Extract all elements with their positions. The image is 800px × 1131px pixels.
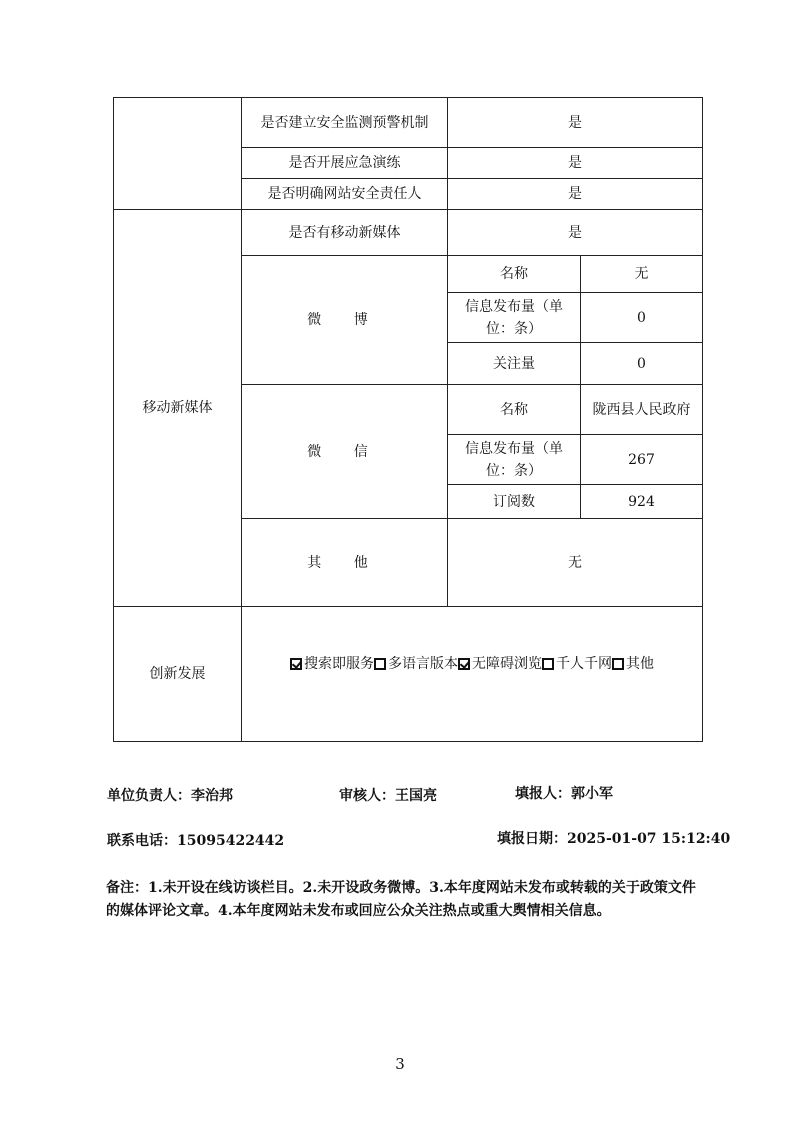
weibo-follow-value: 0 xyxy=(581,343,703,385)
new-media-section-label: 移动新媒体 xyxy=(114,210,242,607)
unit-head: 单位负责人：李治邦 xyxy=(107,788,233,804)
weixin-label: 微 信 xyxy=(242,385,448,519)
has-new-media-label: 是否有移动新媒体 xyxy=(242,210,448,256)
security-owner-value: 是 xyxy=(448,179,703,210)
weixin-name-value: 陇西县人民政府 xyxy=(581,385,703,435)
monitoring-label: 是否建立安全监测预警机制 xyxy=(242,98,448,148)
weixin-subs-value: 924 xyxy=(581,485,703,519)
unchecked-box-icon[interactable] xyxy=(374,658,386,670)
reviewer: 审核人：王国亮 xyxy=(339,788,437,804)
innovation-option[interactable]: 搜索即服务 xyxy=(290,656,374,672)
security-owner-label: 是否明确网站安全责任人 xyxy=(242,179,448,210)
security-section-cell xyxy=(114,98,242,210)
weibo-follow-label: 关注量 xyxy=(448,343,581,385)
filler: 填报人：郭小军 xyxy=(515,786,613,802)
weibo-posts-value: 0 xyxy=(581,293,703,343)
weibo-posts-label: 信息发布量（单位：条） xyxy=(448,293,581,343)
website-report-table xyxy=(113,97,703,742)
weixin-name-label: 名称 xyxy=(448,385,581,435)
page-number: 3 xyxy=(395,1055,405,1073)
innovation-option[interactable]: 多语言版本 xyxy=(374,656,458,672)
fill-date: 填报日期：2025-01-07 15:12:40 xyxy=(497,831,731,847)
has-new-media-value: 是 xyxy=(448,210,703,256)
monitoring-value: 是 xyxy=(448,98,703,148)
weixin-subs-label: 订阅数 xyxy=(448,485,581,519)
other-media-label: 其 他 xyxy=(242,519,448,607)
unchecked-box-icon[interactable] xyxy=(612,658,624,670)
innovation-option[interactable]: 其他 xyxy=(612,656,654,672)
remarks: 备注：1.未开设在线访谈栏目。2.未开设政务微博。3.本年度网站未发布或转载的关于政策文件的媒体评论文章。4.本年度网站未发布或回应公众关注热点或重大舆情相关信息。 xyxy=(106,880,696,919)
innovation-section-label: 创新发展 xyxy=(114,607,242,742)
weibo-label: 微 博 xyxy=(242,256,448,385)
innovation-options xyxy=(242,607,703,742)
drill-value: 是 xyxy=(448,148,703,179)
innovation-option[interactable]: 千人千网 xyxy=(542,656,612,672)
weibo-name-value: 无 xyxy=(581,256,703,293)
checked-box-icon[interactable] xyxy=(290,658,302,670)
innovation-option[interactable]: 无障碍浏览 xyxy=(458,656,542,672)
weixin-posts-value: 267 xyxy=(581,435,703,485)
contact-phone: 联系电话：15095422442 xyxy=(107,833,285,849)
unchecked-box-icon[interactable] xyxy=(542,658,554,670)
weixin-posts-label: 信息发布量（单位：条） xyxy=(448,435,581,485)
checked-box-icon[interactable] xyxy=(458,658,470,670)
weibo-name-label: 名称 xyxy=(448,256,581,293)
drill-label: 是否开展应急演练 xyxy=(242,148,448,179)
other-media-value: 无 xyxy=(448,519,703,607)
